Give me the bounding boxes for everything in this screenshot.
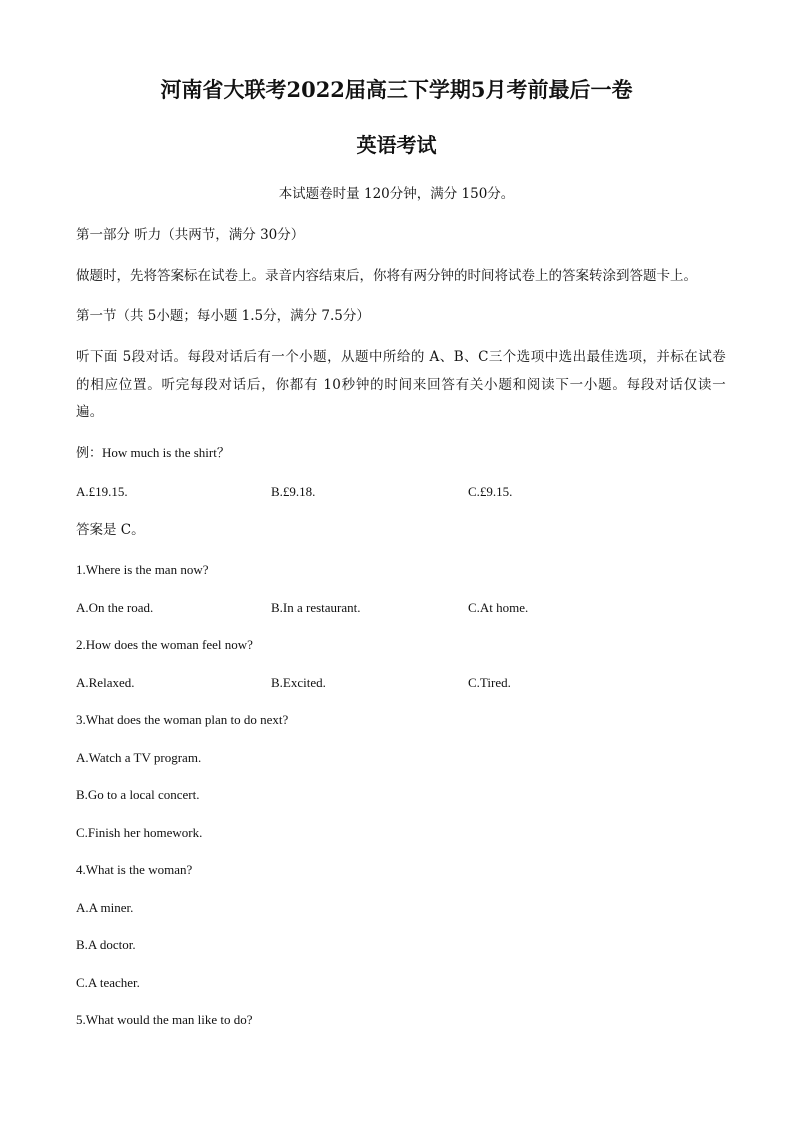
question-4: 4.What is the woman? <box>76 862 193 877</box>
question-4-option-a: A.A miner. <box>76 900 134 915</box>
time-note: 本试题卷时量 120分钟，满分 150分。 <box>278 186 515 202</box>
question-3: 3.What does the woman plan to do next? <box>76 712 289 727</box>
example-answer: 答案是 C。 <box>76 522 145 538</box>
listening-instruction: 做题时，先将答案标在试卷上。录音内容结束后，你将有两分钟的时间将试卷上的答案转涂到答题卡上。 <box>76 268 697 284</box>
question-3-option-a: A.Watch a TV program. <box>76 750 202 765</box>
exam-subtitle: 英语考试 <box>356 133 437 157</box>
question-1-option-a: A.On the road. <box>76 600 154 615</box>
question-1-option-b: B.In a restaurant. <box>271 600 361 615</box>
question-3-option-c: C.Finish her homework. <box>76 825 203 840</box>
part-heading: 第一部分 听力（共两节，满分 30分） <box>76 227 305 243</box>
question-2-option-b: B.Excited. <box>271 675 326 690</box>
question-2: 2.How does the woman feel now? <box>76 637 253 652</box>
example-option-a: A.£19.15. <box>76 484 128 499</box>
question-5: 5.What would the man like to do? <box>76 1012 253 1027</box>
section-instruction: 听下面 5段对话。每段对话后有一个小题，从题中所给的 A、B、C三个选项中选出最佳选项，并标在试卷的相应位置。听完每段对话后，你都有 10秒钟的时间来回答有关小题和阅读下一小题。每段对话仅读一遍。 <box>76 349 726 420</box>
question-2-option-a: A.Relaxed. <box>76 675 135 690</box>
question-3-option-b: B.Go to a local concert. <box>76 787 200 802</box>
question-4-option-c: C.A teacher. <box>76 975 140 990</box>
question-1: 1.Where is the man now? <box>76 562 209 577</box>
example-question: 例：How much is the shirt？ <box>76 445 230 460</box>
example-option-c: C.£9.15. <box>468 484 513 499</box>
section-heading: 第一节（共 5小题；每小题 1.5分，满分 7.5分） <box>76 308 370 324</box>
question-4-option-b: B.A doctor. <box>76 937 136 952</box>
example-option-b: B.£9.18. <box>271 484 316 499</box>
exam-title: 河南省大联考2022届高三下学期5月考前最后一卷 <box>160 77 633 102</box>
question-2-option-c: C.Tired. <box>468 675 511 690</box>
question-1-option-c: C.At home. <box>468 600 529 615</box>
